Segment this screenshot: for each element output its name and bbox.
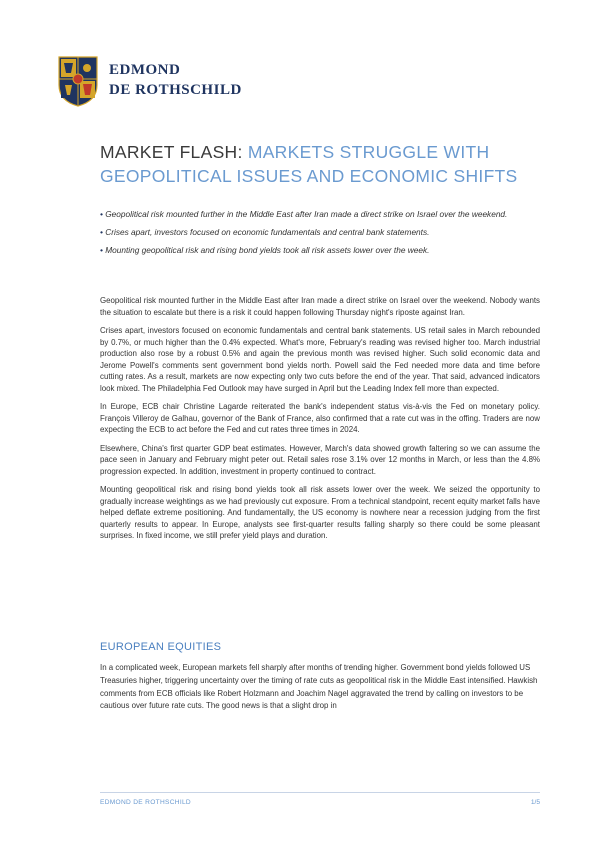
section-body bbox=[100, 662, 540, 713]
page-number: 1/5 bbox=[530, 799, 540, 806]
title-highlight: MARKETS STRUGGLE WITH GEOPOLITICAL ISSUES AND ECONOMIC SHIFTS bbox=[100, 142, 518, 186]
paragraph: Mounting geopolitical risk and rising bond yields took all risk assets lower over the week. We seized the opportunity to gradually increase weightings as we had previously cut exposure. From a technical standpoint, recent equity market falls have helped deflate extreme positioning. And fundamentally, the US economy is nowhere near a recession judging from the first quarterly results to appear. In Europe, analysts see first-quarter results falling sharply so there could be some pleasant surprises. In fixed income, we still prefer yield plays and duration. bbox=[100, 485, 540, 540]
paragraph: Geopolitical risk mounted further in the Middle East after Iran made a direct strike on Israel over the weekend. Nobody wants the situation to escalate but there is a risk it could happen following Thursday night's riposte against Iran. bbox=[100, 296, 540, 317]
section-paragraph: In a complicated week, European markets fell sharply after months of trending higher. Government bond yields followed US Treasuries higher, triggering uncertainty over the timing of rate cuts as geopolitical risk in the Middle East intensified. Hawkish comments from ECB officials like Robert Holzmann and Joachim Nagel aggravated the trend by calling on investors to be cautious over future rate cuts. The good news is that a slight drop in bbox=[100, 663, 538, 711]
paragraph: Crises apart, investors focused on economic fundamentals and central bank statements. US retail sales in March rebounded by 0.7%, or much higher than the 0.4% expected. What's more, February's reading was revised higher too. March industrial production also rose by a robust 0.5% and again the previous month was revised higher. Such solid economic data and Jerome Powell's comments sent government bond yields north. Powell said the Fed needed more data and time before cutting rates. As a result, markets are now expecting only two cuts before the end of the year. That said, advanced indicators look mixed. The Philadelphia Fed Outlook may have surged in April but the Leading Index fell more than expected. bbox=[100, 326, 540, 393]
key-points-list bbox=[100, 209, 560, 263]
paragraph: In Europe, ECB chair Christine Lagarde reiterated the bank's independent status vis-à-vis the Fed on monetary policy. François Villeroy de Galhau, governor of the Bank of France, also confirmed that a rate cut was in the offing. Traders are now expecting the ECB to act before the Fed and cut rates three times in 2024. bbox=[100, 402, 540, 434]
article-body bbox=[100, 295, 540, 549]
section-heading: EUROPEAN EQUITIES bbox=[100, 641, 222, 653]
page-title bbox=[100, 140, 560, 188]
company-logo bbox=[57, 55, 242, 107]
title-prefix: MARKET FLASH: bbox=[100, 142, 243, 162]
footer-brand: EDMOND DE ROTHSCHILD bbox=[100, 799, 191, 806]
footer-divider bbox=[100, 792, 540, 793]
brand-line-1: EDMOND bbox=[109, 62, 181, 78]
brand-line-2: DE ROTHSCHILD bbox=[109, 82, 242, 98]
key-point: • Crises apart, investors focused on economic fundamentals and central bank statements. bbox=[100, 227, 560, 238]
key-point: • Mounting geopolitical risk and rising bond yields took all risk assets lower over the week. bbox=[100, 245, 560, 256]
coat-of-arms-icon bbox=[57, 55, 99, 107]
paragraph: Elsewhere, China's first quarter GDP beat estimates. However, March's data showed growth faltering so we can assume the pace seen in January and February might peter out. Retail sales rose 3.1% over 12 months in March, or less than the 4.8% progression expected. In addition, investment in property continued to contract. bbox=[100, 443, 540, 476]
key-point: • Geopolitical risk mounted further in the Middle East after Iran made a direct strike on Israel over the weekend. bbox=[100, 209, 560, 220]
brand-wordmark bbox=[109, 60, 242, 100]
